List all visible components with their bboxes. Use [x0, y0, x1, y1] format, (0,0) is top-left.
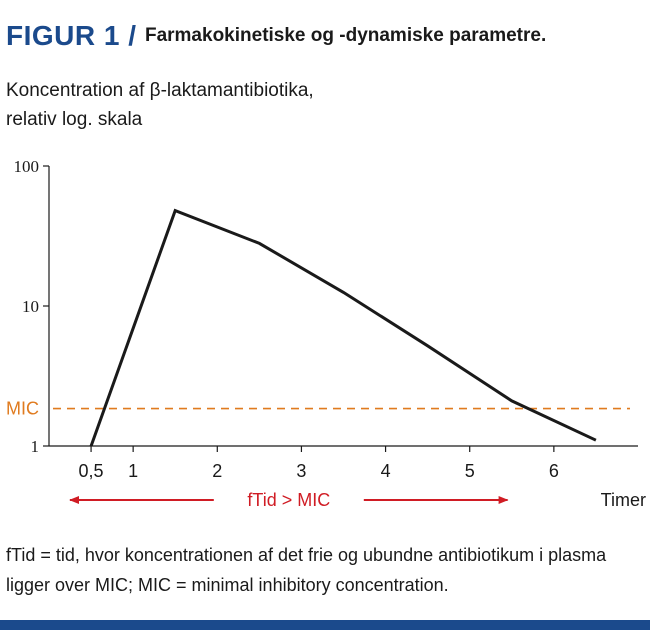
footnote [6, 540, 606, 600]
x-tick-label: 4 [380, 461, 391, 481]
x-tick-label: 0,5 [78, 461, 104, 481]
y-tick-label: 10 [22, 297, 39, 316]
x-axis-label: Timer [600, 490, 646, 510]
y-axis-label-line1: Koncentration af β-laktamantibiotika, [6, 80, 314, 101]
footnote-line2: ligger over MIC; MIC = minimal inhibitory concentration. [6, 575, 449, 595]
y-tick-label: 1 [30, 437, 39, 456]
footnote-line1: fTid = tid, hvor koncentrationen af det frie og ubundne antibiotikum i plasma [6, 545, 607, 565]
y-tick-label: 100 [13, 157, 39, 176]
x-tick-label: 1 [128, 461, 139, 481]
interval-label: fTid > MIC [247, 490, 331, 510]
y-axis-label-line2: relativ log. skala [6, 109, 143, 130]
bottom-bar [0, 620, 650, 630]
x-tick-label: 2 [212, 461, 223, 481]
mic-label: MIC [6, 398, 39, 419]
x-tick-label: 3 [296, 461, 307, 481]
x-tick-label: 5 [464, 461, 475, 481]
figure-label: FIGUR 1 / [6, 20, 137, 51]
series-line [91, 211, 596, 446]
x-tick-label: 6 [548, 461, 559, 481]
figure-title: Farmakokinetiske og -dynamiske parametre. [144, 25, 547, 46]
